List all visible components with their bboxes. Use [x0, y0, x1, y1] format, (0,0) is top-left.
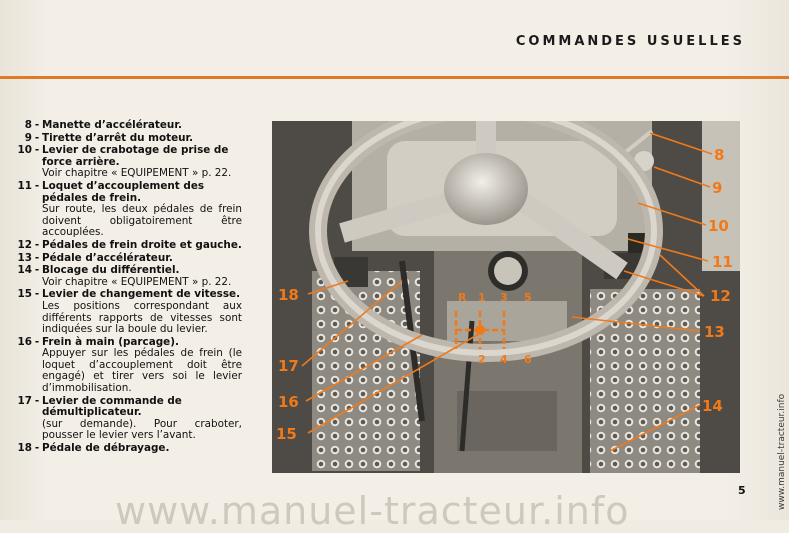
photo-callout-18: 18 — [278, 286, 299, 304]
legend-item-number: 8 — [24, 119, 32, 131]
legend-item-dash: - — [34, 335, 40, 348]
page-number: 5 — [738, 484, 746, 497]
gear-label-top: 5 — [524, 291, 532, 304]
legend-item-dash: - — [34, 131, 40, 144]
legend-item-label: Pédale d’accélérateur. — [42, 251, 173, 264]
legend-item — [4, 133, 242, 145]
legend-item-number: 16 — [17, 335, 32, 348]
gear-label-bottom: 2 — [478, 353, 486, 366]
legend-item-number: 12 — [17, 238, 32, 251]
photo-callout-15: 15 — [276, 425, 297, 443]
legend-item-note: Appuyer sur les pédales de frein (le loquet d’accouplement doit être engagé) et tirer vers soi le levier d’immobilisation. — [42, 347, 242, 395]
legend-item-dash: - — [34, 288, 40, 301]
legend-item-number: 15 — [17, 288, 32, 301]
legend-item-note: Sur route, les deux pédales de frein doivent obligatoirement être accouplées. — [42, 203, 242, 239]
legend-item-body — [42, 133, 242, 145]
photo-callout-9: 9 — [712, 179, 723, 197]
legend-item-body — [42, 145, 242, 180]
legend-item-dash: - — [34, 251, 40, 264]
legend-item-label: Frein à main (parcage). — [42, 335, 179, 348]
tractor-controls-photo — [272, 121, 740, 473]
legend-item — [4, 181, 242, 239]
photo-callout-16: 16 — [278, 393, 299, 411]
legend-item-label: Levier de crabotage de prise de force arrière. — [42, 144, 229, 168]
legend-item-label: Loquet d’accouplement des pédales de frein. — [42, 179, 205, 204]
legend-item-body — [42, 396, 242, 442]
legend-item-number: 18 — [17, 442, 32, 455]
photo-callout-11: 11 — [712, 253, 733, 271]
legend-item-dash: - — [34, 264, 40, 277]
gear-label-top: R — [458, 291, 467, 304]
legend-item-dash: - — [34, 442, 40, 455]
controls-legend — [4, 120, 242, 456]
legend-item-label: Levier de changement de vitesse. — [42, 288, 241, 301]
legend-item-body — [42, 443, 242, 455]
photo-callout-10: 10 — [708, 217, 729, 235]
photo-callout-12: 12 — [710, 287, 731, 305]
legend-item-body — [42, 289, 242, 335]
legend-item-number: 17 — [17, 394, 32, 407]
legend-item-number: 10 — [17, 144, 32, 157]
legend-item-body — [42, 181, 242, 239]
legend-item — [4, 120, 242, 132]
legend-item-number: 11 — [17, 179, 32, 192]
legend-item-dash: - — [34, 238, 40, 251]
legend-item-dash: - — [34, 119, 40, 131]
legend-item-dash: - — [34, 179, 40, 192]
legend-item-body — [42, 265, 242, 288]
legend-item-note: (sur demande). Pour craboter, pousser le levier vers l’avant. — [42, 417, 242, 442]
legend-item-label: Blocage du différentiel. — [42, 264, 180, 277]
gear-label-bottom: 4 — [500, 353, 508, 366]
legend-item — [4, 240, 242, 252]
legend-item-number: 13 — [17, 251, 32, 264]
legend-item — [4, 289, 242, 335]
legend-item — [4, 443, 242, 455]
photo-callout-17: 17 — [278, 357, 299, 375]
legend-item-label: Pédales de frein droite et gauche. — [42, 238, 242, 251]
gear-label-bottom: 6 — [524, 353, 532, 366]
legend-item-number: 14 — [17, 264, 32, 277]
left-footplate — [312, 271, 420, 471]
legend-item-body — [42, 337, 242, 395]
legend-item-label: Manette d’accélérateur. — [42, 119, 182, 131]
photo-callout-13: 13 — [704, 323, 725, 341]
legend-item-body — [42, 240, 242, 252]
legend-item — [4, 337, 242, 395]
legend-item — [4, 396, 242, 442]
gear-label-top: 3 — [500, 291, 508, 304]
photo-callout-14: 14 — [702, 397, 723, 415]
legend-item-body — [42, 120, 242, 132]
legend-item-note: Voir chapitre « EQUIPEMENT » p. 22. — [42, 275, 232, 288]
legend-item-dash: - — [34, 394, 40, 407]
legend-item — [4, 265, 242, 288]
legend-item-number: 9 — [24, 131, 32, 144]
side-watermark: www.manuel-tracteur.info — [777, 393, 787, 510]
header-divider — [0, 76, 789, 79]
legend-item-note: Voir chapitre « EQUIPEMENT » p. 22. — [42, 167, 232, 180]
photo-callout-8: 8 — [714, 146, 725, 164]
legend-item-label: Pédale de débrayage. — [42, 442, 170, 455]
gear-label-top: 1 — [478, 291, 486, 304]
bottom-watermark: www.manuel-tracteur.info — [115, 489, 630, 533]
legend-item-label: Levier de commande de démultiplicateur. — [42, 394, 182, 419]
legend-item — [4, 253, 242, 265]
legend-item-dash: - — [34, 144, 40, 157]
page-header-title: COMMANDES USUELLES — [515, 34, 745, 49]
legend-item-body — [42, 253, 242, 265]
legend-item-label: Tirette d’arrêt du moteur. — [42, 131, 194, 144]
legend-item-note: Les positions correspondant aux différents rapports de vitesses sont indiquées sur la boule du levier. — [42, 299, 242, 336]
legend-item — [4, 145, 242, 180]
